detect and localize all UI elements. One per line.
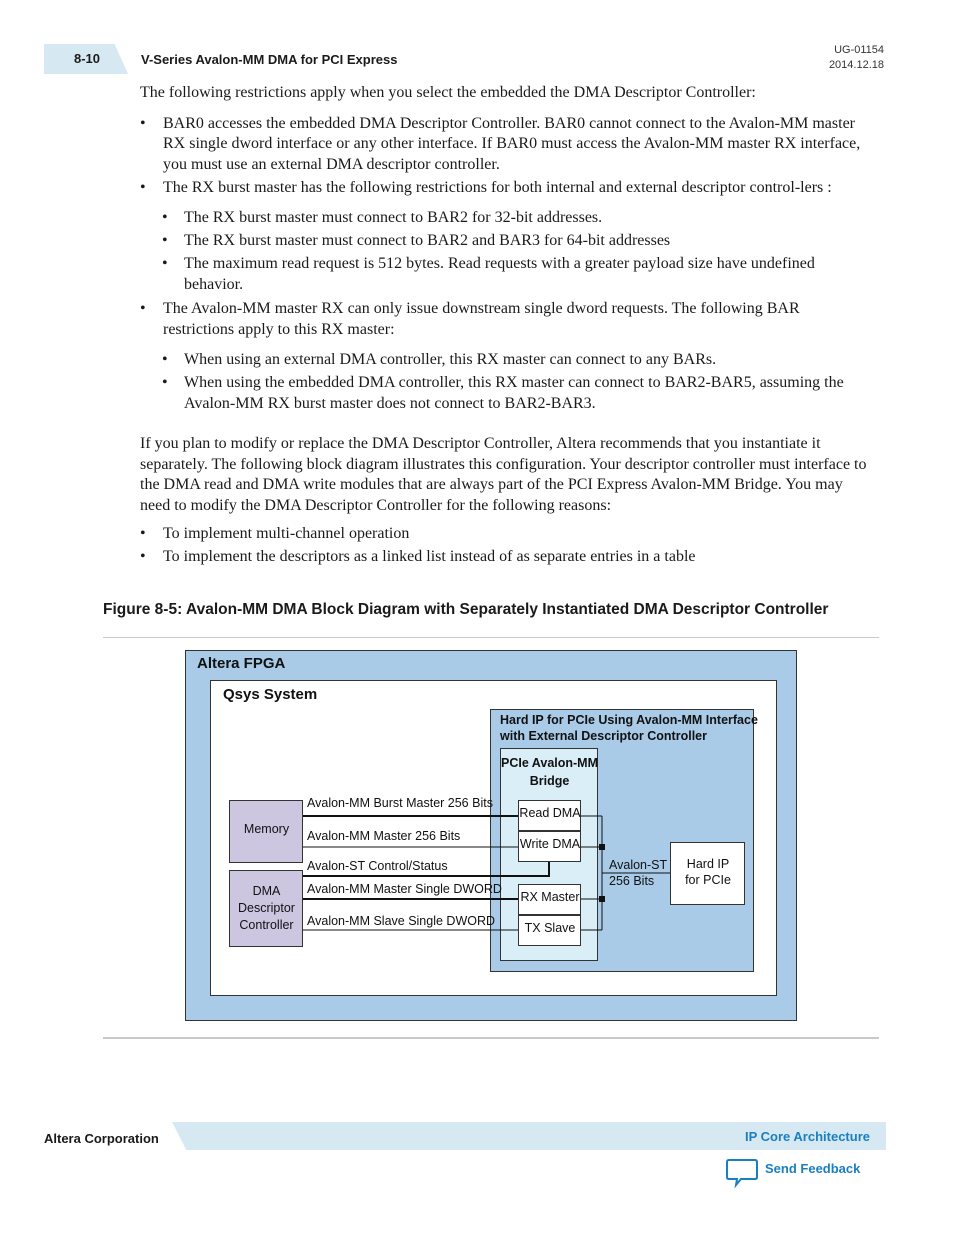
rx-master-label: RX Master <box>520 890 580 904</box>
list-item: • BAR0 accesses the embedded DMA Descriptor Controller. BAR0 cannot connect to the Avalon-MM master RX single dword interface or any other interface. If BAR0 must access the Avalon-MM master RX interface, you must use an external DMA descriptor controller. <box>140 114 870 176</box>
signal-st-control: Avalon-ST Control/Status <box>307 859 448 873</box>
altera-fpga-label: Altera FPGA <box>197 655 286 672</box>
bridge-label: PCIe Avalon-MM Bridge <box>501 756 598 788</box>
write-dma-label: Write DMA <box>519 837 581 851</box>
send-feedback-label: Send Feedback <box>765 1161 861 1176</box>
list-item: • To implement multi-channel operation <box>140 524 870 545</box>
tx-slave-label: TX Slave <box>524 921 576 935</box>
figure-bottom-rule <box>103 1037 879 1039</box>
speech-bubble-icon <box>726 1158 758 1188</box>
qsys-system-label: Qsys System <box>223 686 318 703</box>
hard-ip-avalon-label: Hard IP for PCIe Using Avalon-MM Interface with External Descriptor Controller <box>500 713 758 743</box>
intro-paragraph: The following restrictions apply when you select the embedded the DMA Descriptor Controller: <box>140 84 756 101</box>
document-title: V-Series Avalon-MM DMA for PCI Express <box>141 52 398 67</box>
read-dma-label: Read DMA <box>519 806 581 820</box>
list-item: • When using the embedded DMA controller, this RX master can connect to BAR2-BAR5, assuming the Avalon-MM RX burst master does not connect to BAR2-BAR3. <box>163 373 870 414</box>
list-item: • The maximum read request is 512 bytes. Read requests with a greater payload size have undefined behavior. <box>163 254 870 295</box>
hard-ip-pcie-label: Hard IP for PCIe <box>685 857 731 887</box>
list-item: • To implement the descriptors as a linked list instead of as separate entries in a table <box>140 547 870 568</box>
figure-caption: Figure 8-5: Avalon-MM DMA Block Diagram with Separately Instantiated DMA Descriptor Controller <box>103 601 829 618</box>
footer-corporation: Altera Corporation <box>44 1131 159 1146</box>
dma-descriptor-label: DMA Descriptor Controller <box>238 884 295 932</box>
list-item: • The RX burst master must connect to BAR2 for 32-bit addresses. <box>163 208 870 229</box>
signal-avalon-st: Avalon-ST 256 Bits <box>609 858 668 888</box>
signal-master-256: Avalon-MM Master 256 Bits <box>307 829 461 843</box>
list-item: • When using an external DMA controller, this RX master can connect to any BARs. <box>163 350 870 371</box>
signal-slave-single: Avalon-MM Slave Single DWORD <box>307 914 496 928</box>
memory-label: Memory <box>243 822 290 836</box>
doc-number: UG-01154 <box>834 44 884 56</box>
list-item-text: The Avalon-MM master RX can only issue downstream single dword requests. The following BAR restrictions apply to this RX master: <box>163 300 800 338</box>
footer-section-link[interactable]: IP Core Architecture <box>745 1129 870 1144</box>
doc-date: 2014.12.18 <box>828 59 884 71</box>
signal-burst-master: Avalon-MM Burst Master 256 Bits <box>307 796 493 810</box>
page-number: 8-10 <box>74 51 101 66</box>
list-item: • The RX burst master must connect to BAR2 and BAR3 for 64-bit addresses <box>163 231 870 252</box>
list-item-text: The RX burst master has the following restrictions for both internal and external descriptor control-lers : <box>163 178 832 196</box>
signal-master-single: Avalon-MM Master Single DWORD <box>307 882 502 896</box>
send-feedback-button[interactable] <box>726 1158 866 1188</box>
configuration-paragraph: If you plan to modify or replace the DMA Descriptor Controller, Altera recommends that you instantiate it separately. The following block diagram illustrates this configuration. Your descriptor controller must interface to the DMA read and DMA write modules that are always part of the PCI Express Avalon-MM Bridge. You may need to modify the DMA Descriptor Controller for the following reasons: <box>140 435 867 514</box>
